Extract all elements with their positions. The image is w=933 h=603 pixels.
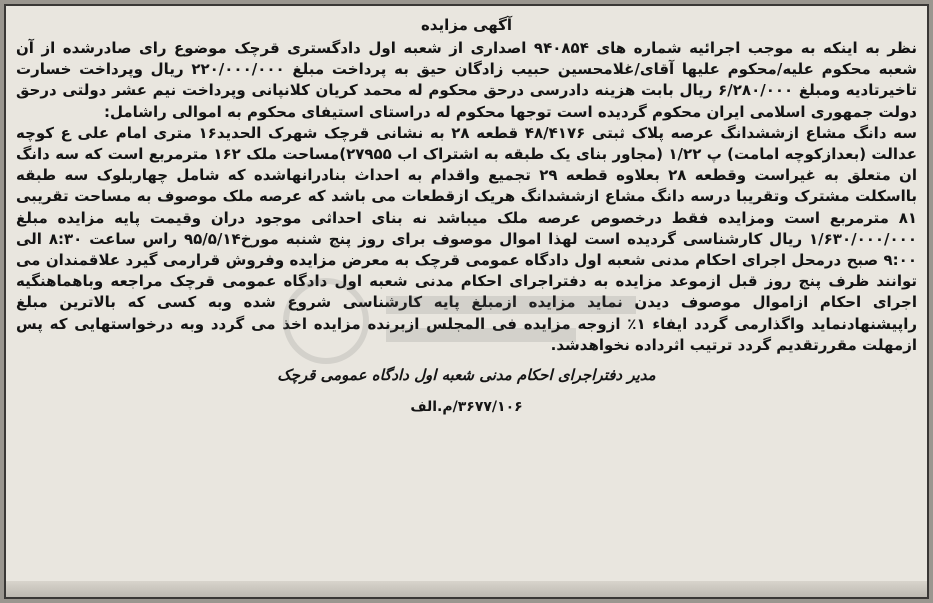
- notice-paragraph-intro: نظر به اینکه به موجب اجرائیه شماره های ۹۴۰۸۵۴ اصداری از شعبه اول دادگستری قرچک موضوع رای صادرشده از آن شعبه محکوم علیه/محکوم علیها آقای/غلامحسین حبیب زادگان حیق به پرداخت مبلغ ۲۲۰/۰۰۰/۰۰۰ ریال وپرداخت خسارت تاخیرتادیه ومبلغ ۶/۲۸۰/۰۰۰ ریال بابت هزینه دادرسی درحق محکوم له محمد کریان کلانپانی وپرداخت نیم عشر دولتی درحق دولت جمهوری اسلامی ایران محکوم گردیده است توجها محکوم له دراستای استیفای محکوم به اموالی راشامل:: [16, 39, 918, 121]
- notice-paragraph-property: سه دانگ مشاع ازششدانگ عرصه پلاک ثبتی ۴۸/۴۱۷۶ قطعه ۲۸ به نشانی قرچک شهرک الحدید۱۶ متری امام علی ع کوچه عدالت (بعدازکوچه امامت) پ ۱/۲۲ (مجاور بنای یک طبقه به اشتراک اب ۲۷۹۵۵)مساحت ملک ۱۶۲ مترمربع است که سه دانگ ان متعلق به غیراست وقطعه ۲۸ بعلاوه قطعه ۲۹ تجمیع واقدام به احداث بنادرانهاشده که شامل چهاربلوک سه طبقه بااسکلت مشترک وتقریبا درسه دانگ مشاع ازششدانگ هریک ازقطعات می باشد که عرصه ملک موصوف به مساحت تقریبی ۸۱ مترمربع است ومزایده فقط درخصوص عرصه ملک میباشد نه بنای احداثی موجود دران وقیمت پایه مزایده مبلغ ۱/۶۳۰/۰۰۰/۰۰۰ ریال کارشناسی گردیده است لهذا اموال موصوف برای روز پنج شنبه مورخ۹۵/۵/۱۴ راس ساعت ۸:۳۰ الی ۹:۰۰ صبح درمحل اجرای احکام مدنی شعبه اول دادگاه عمومی قرچک به معرض مزایده وفروش قرارمی گیرد علاقمندان می توانند ظرف پنج روز قبل ازموعد مزایده به دفتراجرای احکام مدنی شعبه اول دادگاه عمومی قرچک مراجعه وباهماهنگیه اجرای احکام ازاموال موصوف دیدن نماید مزایده ازمبلغ پایه کارشناسی شروع شده وبه کسی که بالاترین مبلغ راپیشنهادنماید واگذارمی گردد ایفاء ۱٪ ازوجه مزایده فی المجلس ازبرنده مزایده اخذ می گردد وبه درخواستهایی که پس ازمهلت مقررتقدیم گردد ترتیب اثرداده نخواهدشد.: [16, 123, 917, 354]
- notice-signature: مدیر دفتراجرای احکام مدنی شعبه اول دادگاه عمومی قرچک: [277, 366, 656, 385]
- notice-title: آگهی مزایده: [420, 16, 513, 34]
- scan-bottom-edge: [6, 581, 927, 597]
- notice-reference-number: ۳۶۷۷/۱۰۶/م.الف: [410, 399, 523, 416]
- auction-notice: [16, 12, 917, 418]
- newspaper-clipping: [4, 4, 929, 599]
